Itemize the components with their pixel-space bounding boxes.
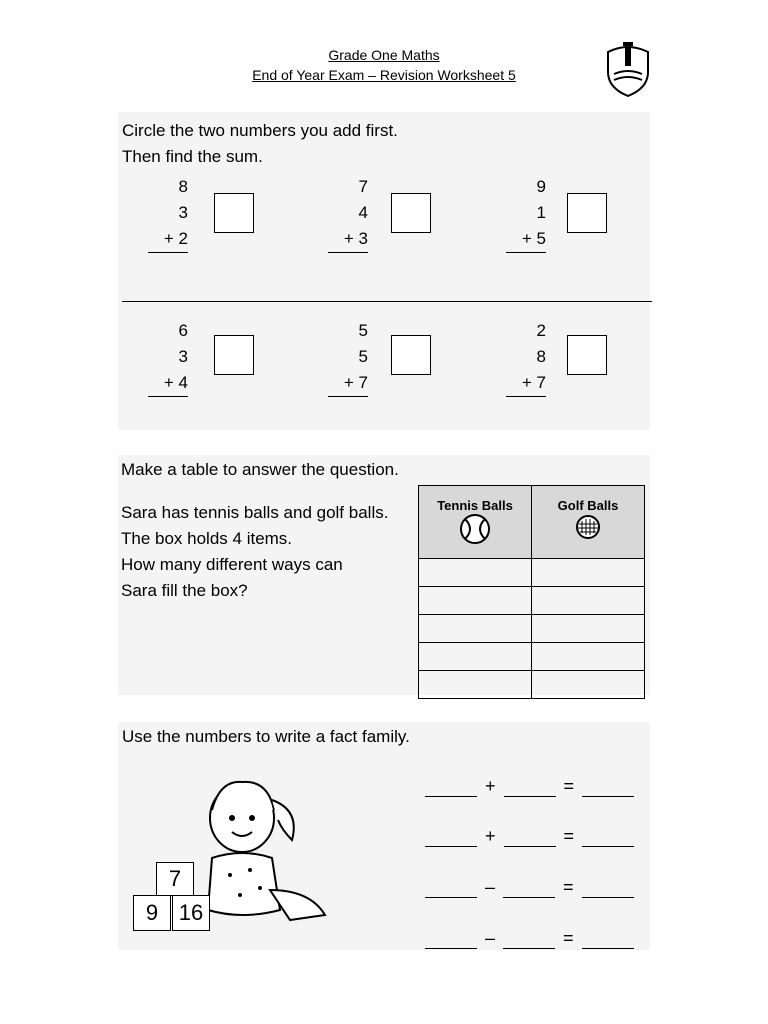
number-block-right: 16 [172,895,210,931]
question-line-1: Sara has tennis balls and golf balls. [121,503,389,522]
fact-equation-4 [425,928,634,949]
addend-a: 6 [178,321,188,340]
plus-sign: + [485,776,496,796]
tennis-balls-header [419,486,532,559]
section1-instruction-2: Then find the sum. [122,147,263,166]
blank-field[interactable] [504,782,556,797]
addend-b: 3 [178,347,188,366]
blank-field[interactable] [582,883,634,898]
problem-5 [328,318,368,397]
blank-field[interactable] [504,832,556,847]
table-cell[interactable] [419,671,532,699]
addend-a: 9 [536,177,546,196]
addend-c: + 4 [148,370,188,397]
addend-b: 5 [358,347,368,366]
problem-1 [148,174,188,253]
answer-box-5[interactable] [391,335,431,375]
blank-field[interactable] [425,832,477,847]
answer-box-4[interactable] [214,335,254,375]
blank-field[interactable] [425,934,477,949]
question-line-4: Sara fill the box? [121,581,248,600]
table-cell[interactable] [532,671,645,699]
section-divider [122,301,652,302]
addend-c: + 7 [506,370,546,397]
addend-a: 7 [358,177,368,196]
fact-equation-1 [425,776,634,797]
problem-6 [506,318,546,397]
number-block-top: 7 [156,862,194,896]
table-cell[interactable] [419,615,532,643]
minus-sign: – [485,877,496,897]
table-cell[interactable] [419,559,532,587]
addend-c: + 3 [328,226,368,253]
fact-equation-2 [425,826,634,847]
golf-balls-header [532,486,645,559]
answer-box-1[interactable] [214,193,254,233]
section1-instruction-1: Circle the two numbers you add first. [122,121,398,140]
table-cell[interactable] [532,643,645,671]
balls-table [418,485,645,699]
blank-field[interactable] [582,832,634,847]
table-cell[interactable] [419,587,532,615]
section3-instruction: Use the numbers to write a fact family. [122,727,410,746]
equals-sign: = [563,877,574,897]
fact-equation-3 [425,877,634,898]
golf-ball-icon [574,513,602,541]
question-line-3: How many different ways can [121,555,343,574]
addend-b: 1 [536,203,546,222]
question-line-2: The box holds 4 items. [121,529,293,548]
minus-sign: – [485,928,496,948]
tennis-ball-icon [459,513,491,545]
addend-b: 4 [358,203,368,222]
section2-instruction: Make a table to answer the question. [121,460,399,479]
equals-sign: = [563,776,575,796]
golf-balls-label: Golf Balls [557,498,619,513]
addend-a: 5 [358,321,368,340]
addend-b: 8 [536,347,546,366]
problem-4 [148,318,188,397]
addend-c: + 2 [148,226,188,253]
blank-field[interactable] [582,934,634,949]
table-cell[interactable] [532,587,645,615]
addend-c: + 5 [506,226,546,253]
blank-field[interactable] [503,883,555,898]
table-cell[interactable] [419,643,532,671]
problem-3 [506,174,546,253]
answer-box-6[interactable] [567,335,607,375]
number-block-left: 9 [133,895,171,931]
worksheet-subtitle: End of Year Exam – Revision Worksheet 5 [252,67,516,83]
problem-2 [328,174,368,253]
addend-c: + 7 [328,370,368,397]
table-cell[interactable] [532,615,645,643]
school-logo [604,38,652,98]
blank-field[interactable] [425,883,477,898]
tennis-balls-label: Tennis Balls [437,498,513,513]
equals-sign: = [563,826,575,846]
equals-sign: = [563,928,574,948]
answer-box-2[interactable] [391,193,431,233]
blank-field[interactable] [503,934,555,949]
addend-b: 3 [178,203,188,222]
answer-box-3[interactable] [567,193,607,233]
blank-field[interactable] [582,782,634,797]
table-cell[interactable] [532,559,645,587]
blank-field[interactable] [425,782,477,797]
addend-a: 8 [178,177,188,196]
worksheet-title: Grade One Maths [328,47,440,63]
plus-sign: + [485,826,496,846]
addend-a: 2 [536,321,546,340]
